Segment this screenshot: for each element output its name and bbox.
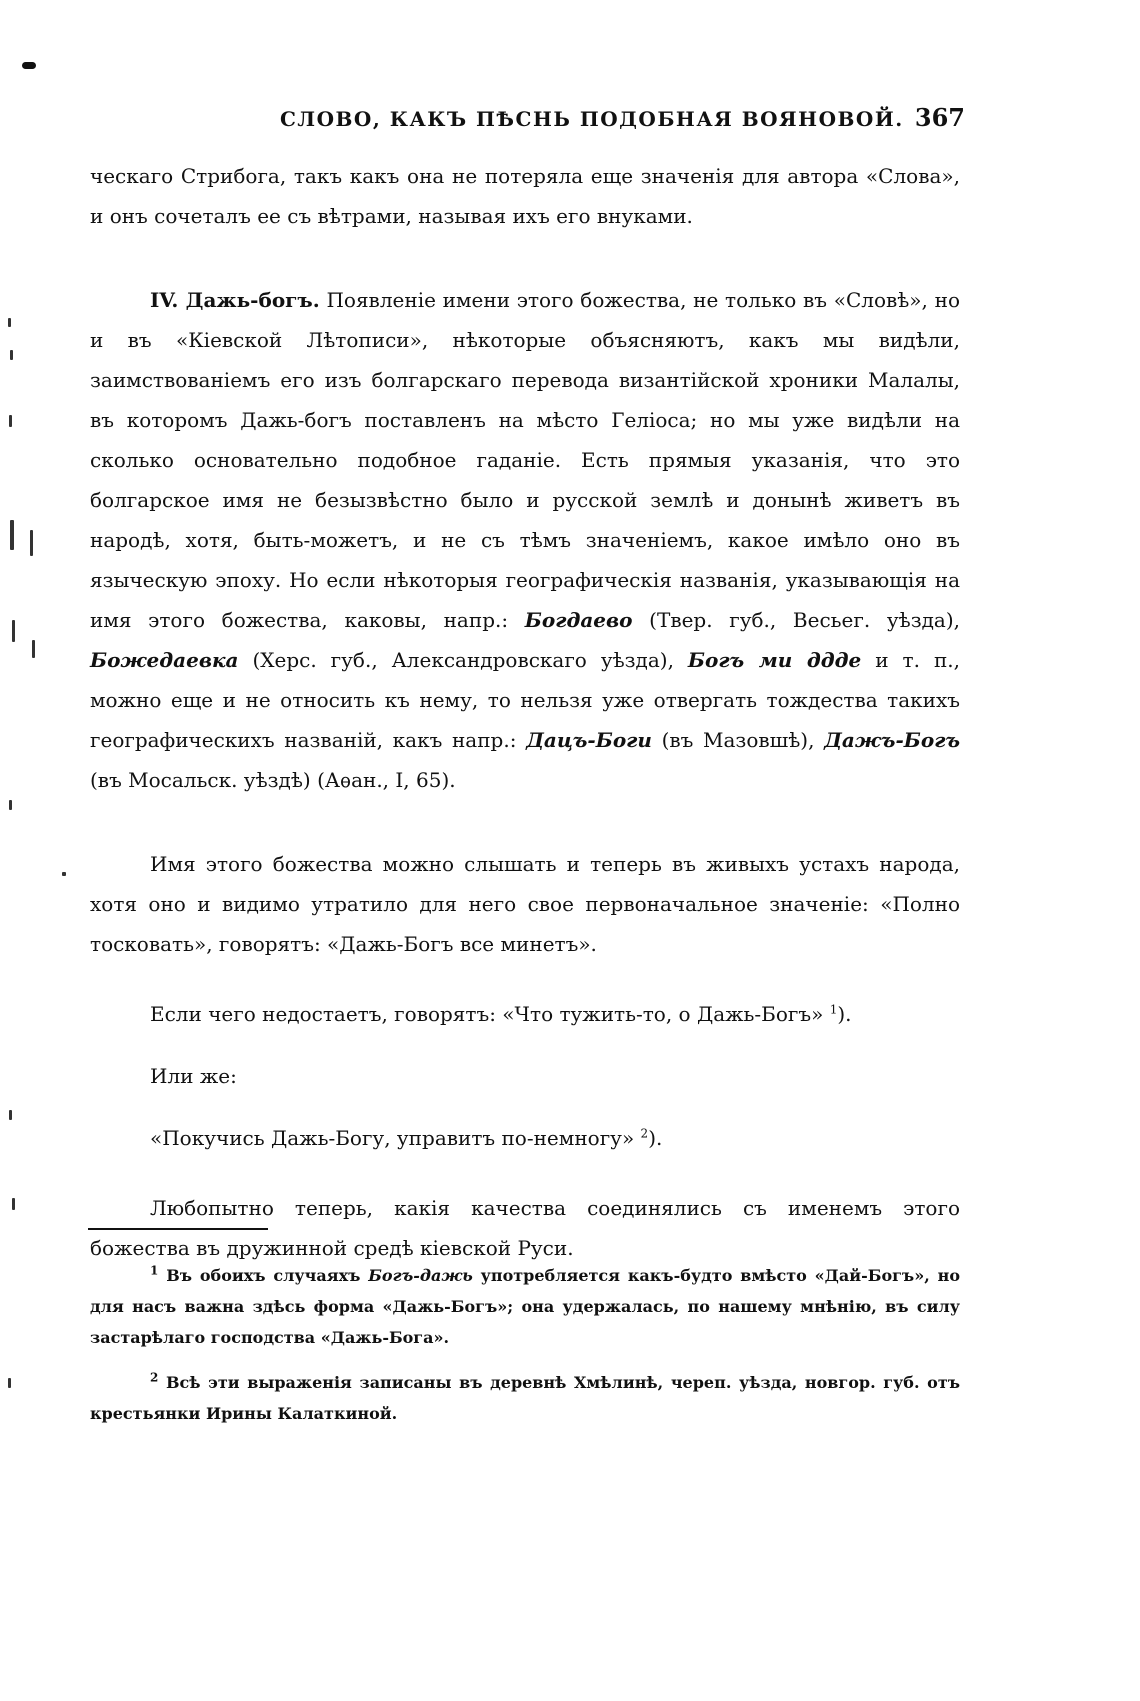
scan-speck xyxy=(8,1378,11,1388)
place-name: Богъ ми ддде xyxy=(687,648,862,672)
footnote-text: Всѣ эти выраженія записаны въ деревнѣ Хмѣлинѣ, череп. уѣзда, новгор. губ. отъ крестьянки Ирины Калаткиной. xyxy=(90,1373,960,1423)
footnote-text: употребляется какъ-будто вмѣсто «Дай-Богъ», но для насъ важна здѣсь форма «Дажь-Богъ»; она удержалась, по нашему мнѣнію, въ силу застарѣлаго господства «Дажь-Бога». xyxy=(90,1266,961,1347)
footnote-1 xyxy=(90,1260,960,1353)
place-name: Дацъ-Боги xyxy=(526,728,652,752)
scan-speck xyxy=(32,640,35,658)
paragraph-conclusion: Любопытно теперь, какія качества соединялись съ именемъ этого божества въ дружинной средѣ кіевской Руси. xyxy=(90,1196,960,1260)
saying-text: «Покучись Дажь-Богу, управитъ по-немногу» xyxy=(150,1126,635,1150)
ink-mark xyxy=(22,62,36,69)
footnote-italic: Богъ-дажь xyxy=(368,1266,473,1285)
scan-speck xyxy=(62,872,66,876)
running-title: СЛОВО, КАКЪ ПѢСНЬ ПОДОБНАЯ ВОЯНОВОЙ. xyxy=(280,107,904,131)
footnote-ref: 2 xyxy=(640,1126,649,1141)
page-body xyxy=(90,156,960,1268)
place-name: Божедаевка xyxy=(90,648,239,672)
scan-speck xyxy=(12,1198,15,1210)
footnote-text: Въ обоихъ случаяхъ xyxy=(158,1266,369,1285)
scan-speck xyxy=(30,530,33,556)
footnote-divider xyxy=(88,1228,268,1230)
paragraph-text: (въ Мазовшѣ), xyxy=(651,728,825,752)
section-heading: IV. Дажь-богъ. xyxy=(150,288,320,312)
scan-speck xyxy=(10,520,14,550)
paragraph-continued: ческаго Стрибога, такъ какъ она не потеряла еще значенія для автора «Слова», и онъ сочеталъ ее съ вѣтрами, называя ихъ его внуками. xyxy=(90,164,960,228)
saying-tail: ). xyxy=(648,1126,663,1150)
scan-speck xyxy=(9,415,12,427)
saying-one xyxy=(90,994,960,1034)
scan-speck xyxy=(9,800,12,810)
saying-tail: ). xyxy=(837,1002,852,1026)
footnote-2 xyxy=(90,1367,960,1429)
place-name: Богдаево xyxy=(524,608,633,632)
saying-text: Если чего недостаетъ, говорятъ: «Что тужить-то, о Дажь-Богъ» xyxy=(150,1002,824,1026)
footnote-marker: 1 xyxy=(150,1263,159,1278)
paragraph-dazhbog xyxy=(90,280,960,800)
scan-speck xyxy=(12,620,15,642)
paragraph-text: Появленіе имени этого божества, не только въ «Словѣ», но и въ «Кіевской Лѣтописи», нѣкоторые объясняютъ, какъ мы видѣли, заимствованіемъ его изъ болгарскаго перевода византійской хроники Малалы, въ которомъ Дажь-богъ поставленъ на мѣсто Геліоса; но мы уже видѣли на сколько основательно подобное гаданіе. Есть прямыя указанія, что это болгарское имя не безызвѣстно было и русской землѣ и донынѣ живетъ въ народѣ, хотя, быть-можетъ, и не съ тѣмъ значеніемъ, какое имѣло оно въ языческую эпоху. Но если нѣкоторыя географическія названія, указывающія на имя этого божества, каковы, напр.: xyxy=(90,288,960,632)
paragraph-text: (въ Мосальск. уѣздѣ) (Аѳан., I, 65). xyxy=(90,768,456,792)
paragraph-text: и т. п., можно еще и не относить къ нему, то нельзя уже отвергать тождества такихъ географическихъ названій, какъ напр.: xyxy=(90,648,960,752)
place-name: Дажъ-Богъ xyxy=(824,728,960,752)
paragraph-text: (Херс. губ., Александровскаго уѣзда), xyxy=(238,648,688,672)
page-number: 367 xyxy=(914,103,965,132)
page-header xyxy=(90,103,970,139)
saying-intro: Или же: xyxy=(150,1064,237,1088)
scan-speck xyxy=(9,1110,12,1120)
scan-speck xyxy=(8,318,11,327)
footnote-marker: 2 xyxy=(150,1370,159,1385)
paragraph-text: (Твер. губ., Весьег. уѣзда), xyxy=(632,608,960,632)
footnote-ref: 1 xyxy=(829,1002,838,1017)
paragraph-name-usage: Имя этого божества можно слышать и теперь въ живыхъ устахъ народа, хотя оно и видимо утратило для него свое первоначальное значеніе: «Полно тосковать», говорятъ: «Дажь-Богъ все минетъ». xyxy=(90,852,960,956)
saying-two xyxy=(90,1118,960,1158)
footnotes xyxy=(90,1260,960,1443)
scan-speck xyxy=(10,350,13,360)
